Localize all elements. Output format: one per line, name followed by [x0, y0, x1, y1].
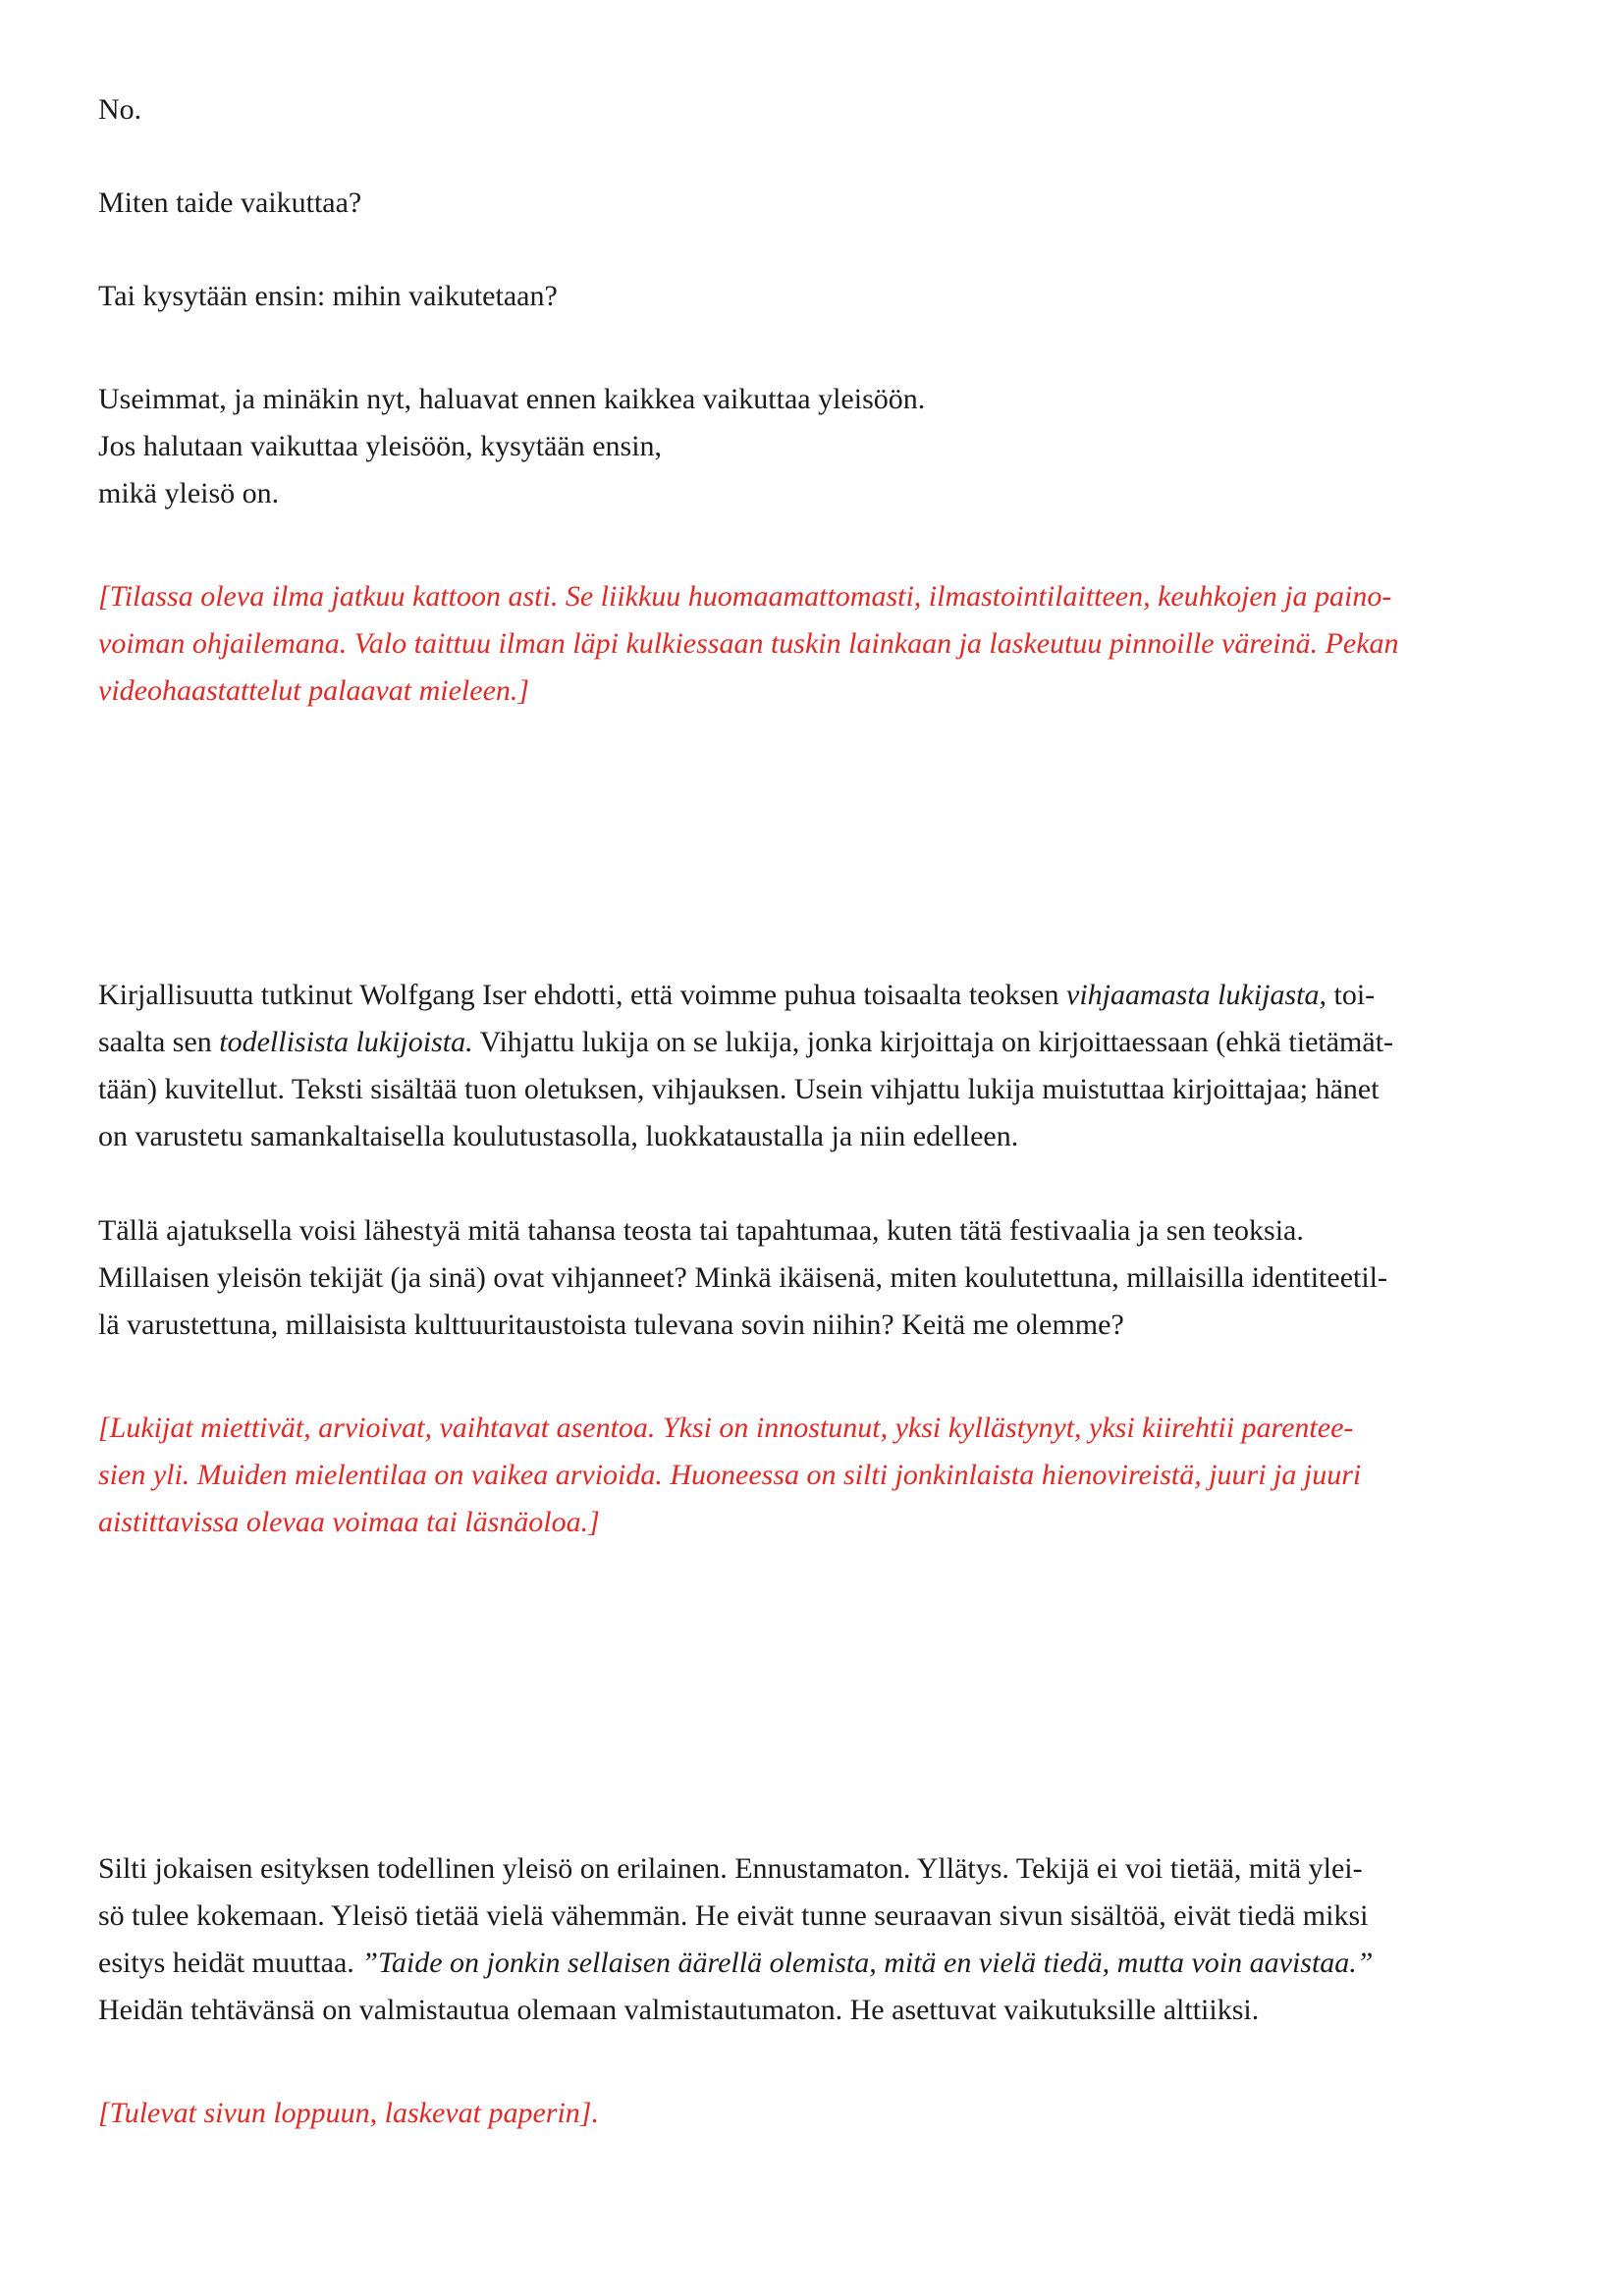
paragraph-wolfgang-iser: Kirjallisuutta tutkinut Wolfgang Iser ehdotti, että voimme puhua toisaalta teoksen vihjaamasta lukijasta, toi- saalta sen todellisista lukijoista. Vihjattu lukija on se lukija, jonka kirjoittaja on kirjoittaessaan (ehkä tietämät- tään) kuvitellut. Teksti sisältää tuon oletuksen, vihjauksen. Usein vihjattu lukija muistuttaa kirjoittajaa; hänet on varustetu samankaltaisella koulutustasolla, luokkataustalla ja niin edelleen.: [98, 979, 1394, 1152]
stage-direction-page-end: [Tulevat sivun loppuun, laskevat paperin].: [98, 2097, 599, 2129]
paragraph-question-2: Tai kysytään ensin: mihin vaikutetaan?: [98, 280, 558, 312]
paragraph-no: No.: [98, 93, 142, 126]
paragraph-question-1: Miten taide vaikuttaa?: [98, 187, 362, 219]
paragraph-implied-audience: Tällä ajatuksella voisi lähestyä mitä tahansa teosta tai tapahtumaa, kuten tätä festivaalia ja sen teoksia. Millaisen yleisön tekijät (ja sinä) ovat vihjanneet? Minkä ikäisenä, miten koulutettuna, millaisilla identiteetil- lä varustettuna, millaisista kulttuuritaustoista tulevana sovin niihin? Keitä me olemme?: [98, 1214, 1387, 1341]
paragraph-real-audience: Silti jokaisen esityksen todellinen yleisö on erilainen. Ennustamaton. Yllätys. Tekijä ei voi tietää, mitä ylei- sö tulee kokemaan. Yleisö tietää vielä vähemmän. He eivät tunne seuraavan sivun sisältöä, eivät tiedä miksi esitys heidät muuttaa. ”Taide on jonkin sellaisen äärellä olemista, mitä en vielä tiedä, mutta voin aavistaa.” Heidän tehtävänsä on valmistautua olemaan valmistautumaton. He asettuvat vaikutuksille alttiiksi.: [98, 1852, 1374, 2026]
stage-direction-air: [Tilassa oleva ilma jatkuu kattoon asti. Se liikkuu huomaamattomasti, ilmastointilaitteen, keuhkojen ja paino- voiman ohjailemana. Valo taittuu ilman läpi kulkiessaan tuskin lainkaan ja laskeutuu pinnoille väreinä. Pekan videohaastattelut palaavat mieleen.]: [98, 580, 1399, 707]
paragraph-audience-lines: Useimmat, ja minäkin nyt, haluavat ennen kaikkea vaikuttaa yleisöön. Jos halutaan vaikuttaa yleisöön, kysytään ensin, mikä yleisö on.: [98, 383, 926, 509]
stage-direction-readers: [Lukijat miettivät, arvioivat, vaihtavat asentoa. Yksi on innostunut, yksi kyllästynyt, yksi kiirehtii parentee- sien yli. Muiden mielentilaa on vaikea arvioida. Huoneessa on silti jonkinlaista hienovireistä, juuri ja juuri aistittavissa olevaa voimaa tai läsnäoloa.]: [98, 1412, 1362, 1538]
